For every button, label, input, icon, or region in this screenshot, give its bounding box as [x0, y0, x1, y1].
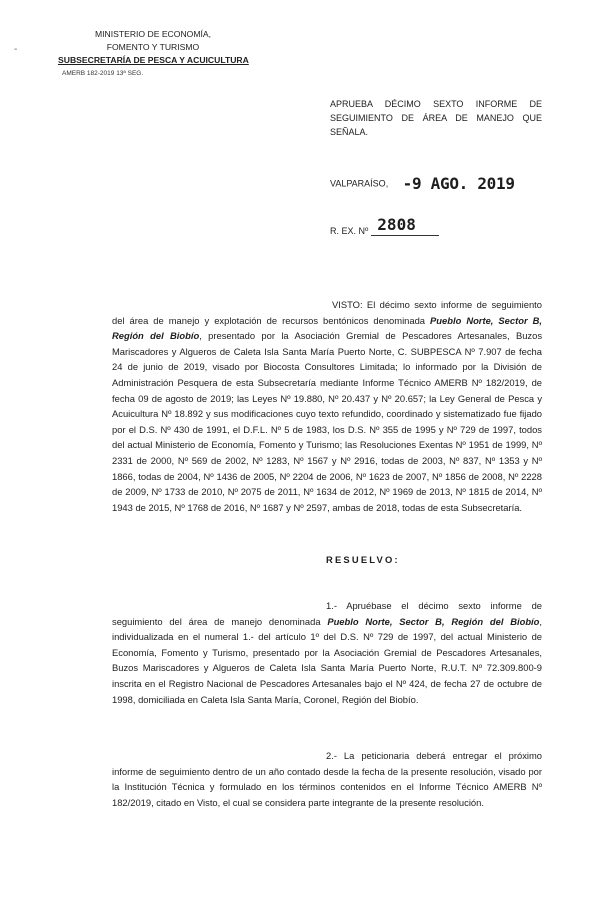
visto-lead: VISTO: El décimo sexto informe de seguimiento del área de manejo y explotación de recursos bentónicos denominada: [112, 299, 542, 326]
place-date: [330, 174, 530, 193]
rex-label: R. EX. Nº: [330, 226, 369, 236]
letterhead: [58, 28, 248, 80]
paragraph-2: [112, 748, 542, 810]
paragraph-1-lead: 1.- Apruébase el décimo sexto informe de seguimiento del área de manejo denominada: [112, 600, 542, 627]
paragraph-2-text: 2.- La peticionaria deberá entregar el próximo informe de seguimiento dentro de un año contado desde la fecha de la presente resolución, visado por la Institución Técnica y formulado en los términos contenidos en el Informe Técnico AMERB Nº 182/2019, citado en Visto, el cual se considera parte integrante de la presente resolución.: [112, 750, 542, 808]
ministry-line-1: MINISTERIO DE ECONOMÍA,: [94, 29, 212, 39]
resuelvo-heading: RESUELVO:: [326, 554, 400, 565]
visto-paragraph: [112, 297, 542, 515]
rex-number: 2808: [377, 215, 416, 234]
visto-area-name: Pueblo Norte, Sector B, Región del Biobío: [112, 314, 542, 342]
reference-code: AMERB 182-2019 13ª SEG.: [62, 70, 144, 77]
date-stamp: -9 AGO. 2019: [402, 174, 515, 193]
ruling-title: APRUEBA DÉCIMO SEXTO INFORME DE SEGUIMIENTO DE ÁREA DE MANEJO QUE SEÑALA.: [330, 99, 542, 137]
margin-mark: -: [14, 44, 18, 55]
place-name: VALPARAÍSO,: [330, 178, 389, 189]
resolution-number: [330, 215, 490, 236]
rex-line: [371, 215, 439, 236]
paragraph-1-rest: , individualizada en el numeral 1.- del artículo 1º del D.S. Nº 729 de 1997, del actual Ministerio de Economía, Fomento y Turismo, presentado por la Asociación Gremial de Pescadores Artesanales, Buzos Mariscadores y Algueros de Caleta Isla Santa María Puerto Norte, R.U.T. Nº 72.309.800-9 inscrita en el Registro Nacional de Pescadores Artesanales bajo el Nº 424, de fecha 27 de octubre de 1998, domiciliada en Caleta Isla Santa María, Coronel, Región del Biobío.: [112, 615, 542, 705]
paragraph-1: [112, 598, 542, 707]
subsecretaria-name: SUBSECRETARÍA DE PESCA Y ACUICULTURA: [58, 55, 249, 65]
ministry-line-2: FOMENTO Y TURISMO: [106, 42, 200, 52]
visto-rest: , presentado por la Asociación Gremial de Pescadores Artesanales, Buzos Mariscadores y Algueros de Caleta Isla Santa María Puerto Norte, C. SUBPESCA Nº 7.907 de fecha 24 de junio de 2019, visado por Biocosta Consultores Limitada; lo informado por la División de Administración Pesquera de esta Subsecretaría mediante Informe Técnico AMERB Nº 182/2019, de fecha 09 de agosto de 2019; las Leyes Nº 19.880, Nº 20.437 y Nº 20.657; la Ley General de Pesca y Acuicultura Nº 18.892 y sus modificaciones cuyo texto refundido, coordinado y sistematizado fue fijado por el D.S. Nº 430 de 1991, el D.F.L. Nº 5 de 1983, los D.S. Nº 355 de 1995 y Nº 729 de 1997, todos del actual Ministerio de Economía, Fomento y Turismo; las Resoluciones Exentas Nº 1951 de 1999, Nº 2331 de 2000, Nº 569 de 2002, Nº 1283, Nº 1567 y Nº 2916, todas de 2003, Nº 837, Nº 1353 y Nº 1866, todas de 2004, Nº 1436 de 2005, Nº 2204 de 2006, Nº 1623 de 2007, Nº 1856 de 2008, Nº 2228 de 2009, Nº 1733 de 2010, Nº 2075 de 2011, Nº 1634 de 2012, Nº 1969 de 2013, Nº 1815 de 2014, Nº 1943 de 2015, Nº 1768 de 2016, Nº 1687 y Nº 2597, ambas de 2018, todas de esta Subsecretaría.: [112, 330, 543, 513]
paragraph-1-area-name: Pueblo Norte, Sector B, Región del Biobío: [327, 615, 540, 627]
